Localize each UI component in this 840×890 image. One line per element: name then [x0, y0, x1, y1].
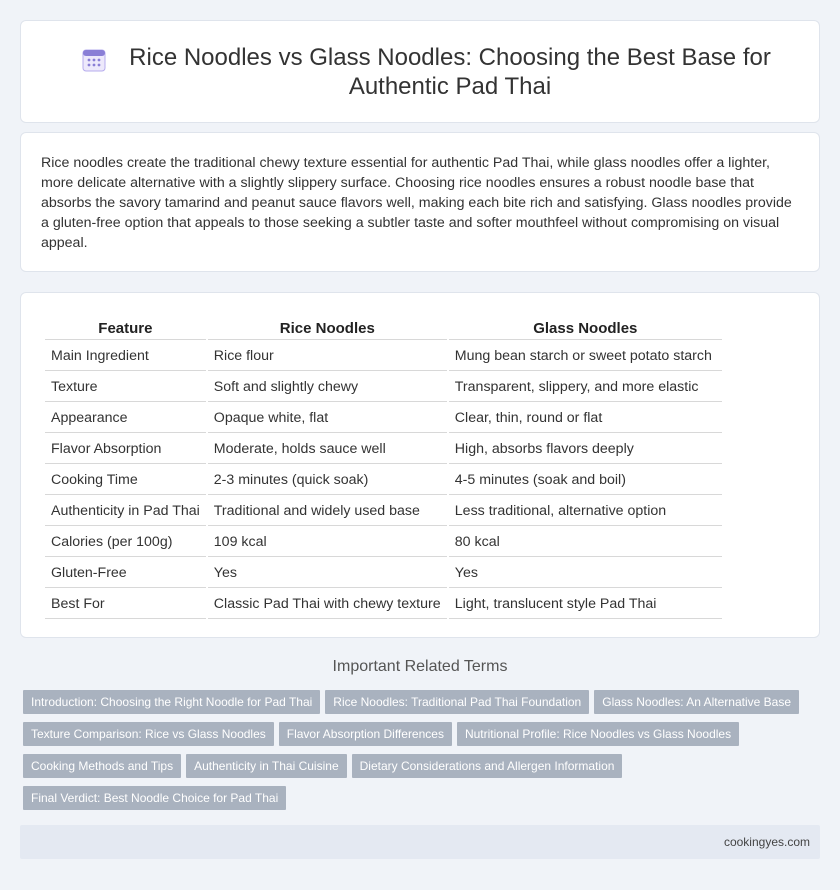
related-term-tag[interactable]: Flavor Absorption Differences [279, 722, 452, 746]
related-term-tag[interactable]: Texture Comparison: Rice vs Glass Noodles [23, 722, 274, 746]
table-cell: Appearance [45, 404, 206, 433]
table-cell: Texture [45, 373, 206, 402]
table-cell: Opaque white, flat [208, 404, 447, 433]
table-row [45, 404, 722, 433]
table-cell: Less traditional, alternative option [449, 497, 722, 526]
related-terms-title: Important Related Terms [332, 658, 508, 675]
table-cell: 80 kcal [449, 528, 722, 557]
table-cell: Flavor Absorption [45, 435, 206, 464]
table-row [45, 342, 722, 371]
table-row [45, 466, 722, 495]
table-cell: Calories (per 100g) [45, 528, 206, 557]
table-row [45, 559, 722, 588]
header-card [20, 20, 820, 123]
table-header-row [45, 317, 722, 340]
table-cell: Best For [45, 590, 206, 619]
table-cell: Cooking Time [45, 466, 206, 495]
table-cell: 4-5 minutes (soak and boil) [449, 466, 722, 495]
comparison-table-card [20, 292, 820, 638]
table-cell: High, absorbs flavors deeply [449, 435, 722, 464]
related-term-tag[interactable]: Cooking Methods and Tips [23, 754, 181, 778]
related-term-tag[interactable]: Nutritional Profile: Rice Noodles vs Glass Noodles [457, 722, 739, 746]
table-cell: Soft and slightly chewy [208, 373, 447, 402]
table-cell: Authenticity in Pad Thai [45, 497, 206, 526]
related-term-tag[interactable]: Authenticity in Thai Cuisine [186, 754, 347, 778]
site-credit[interactable]: cookingyes.com [723, 835, 810, 849]
footer [20, 825, 820, 859]
intro-card [20, 132, 820, 272]
table-row [45, 528, 722, 557]
related-terms-list [23, 690, 823, 818]
table-cell: Clear, thin, round or flat [449, 404, 722, 433]
related-term-tag[interactable]: Dietary Considerations and Allergen Information [352, 754, 623, 778]
column-header-glass-noodles: Glass Noodles [449, 317, 722, 340]
table-cell: Classic Pad Thai with chewy texture [208, 590, 447, 619]
table-cell: Moderate, holds sauce well [208, 435, 447, 464]
table-row [45, 435, 722, 464]
table-cell: Rice flour [208, 342, 447, 371]
page-title: Rice Noodles vs Glass Noodles: Choosing the Best Base for Authentic Pad Thai [129, 44, 771, 100]
table-cell: Mung bean starch or sweet potato starch [449, 342, 722, 371]
table-cell: Traditional and widely used base [208, 497, 447, 526]
related-term-tag[interactable]: Introduction: Choosing the Right Noodle for Pad Thai [23, 690, 320, 714]
related-term-tag[interactable]: Rice Noodles: Traditional Pad Thai Foundation [325, 690, 589, 714]
comparison-table [43, 315, 724, 621]
table-cell: Light, translucent style Pad Thai [449, 590, 722, 619]
table-row [45, 373, 722, 402]
table-cell: 109 kcal [208, 528, 447, 557]
table-row [45, 590, 722, 619]
related-term-tag[interactable]: Glass Noodles: An Alternative Base [594, 690, 799, 714]
related-term-tag[interactable]: Final Verdict: Best Noodle Choice for Pad Thai [23, 786, 286, 810]
table-cell: Gluten-Free [45, 559, 206, 588]
column-header-feature: Feature [45, 317, 206, 340]
table-cell: Transparent, slippery, and more elastic [449, 373, 722, 402]
table-cell: Main Ingredient [45, 342, 206, 371]
column-header-rice-noodles: Rice Noodles [208, 317, 447, 340]
table-row [45, 497, 722, 526]
table-cell: Yes [449, 559, 722, 588]
table-cell: 2-3 minutes (quick soak) [208, 466, 447, 495]
intro-text: Rice noodles create the traditional chewy texture essential for authentic Pad Thai, while glass noodles offer a lighter, more delicate alternative with a slightly slippery surface. Choosing rice noodles ensures a robust noodle base that absorbs the savory tamarind and peanut sauce flavors well, making each bite rich and satisfying. Glass noodles provide a gluten-free option that appeals to those seeking a subtler taste and softer mouthfeel without compromising on visual appeal. [41, 155, 792, 251]
table-cell: Yes [208, 559, 447, 588]
